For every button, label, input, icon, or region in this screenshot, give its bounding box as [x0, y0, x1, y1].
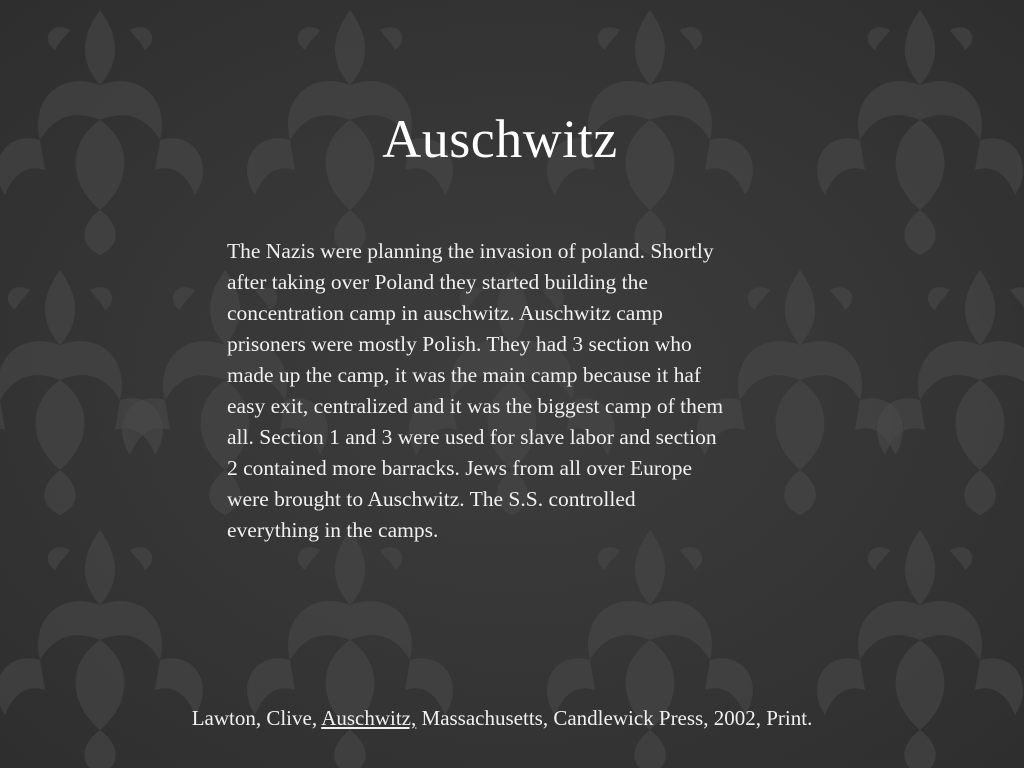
body-line: 2 contained more barracks. Jews from all over Europe	[227, 456, 693, 480]
citation-author: Lawton, Clive,	[191, 706, 322, 730]
body-line: made up the camp, it was the main camp because it haf	[227, 363, 702, 387]
body-line: easy exit, centralized and it was the biggest camp of them	[227, 394, 724, 418]
citation	[0, 706, 1004, 731]
body-line: everything in the camps.	[227, 518, 439, 542]
citation-publication: Massachusetts, Candlewick Press, 2002, Print.	[416, 706, 813, 730]
slide-body-text	[227, 236, 807, 546]
body-line: after taking over Poland they started building the	[227, 270, 648, 294]
citation-book-title: Auschwitz,	[321, 706, 417, 730]
body-line: concentration camp in auschwitz. Auschwitz camp	[227, 301, 663, 325]
body-line: were brought to Auschwitz. The S.S. controlled	[227, 487, 636, 511]
body-line: The Nazis were planning the invasion of poland. Shortly	[227, 239, 714, 263]
slide-title: Auschwitz	[382, 109, 618, 169]
body-line: all. Section 1 and 3 were used for slave labor and section	[227, 425, 717, 449]
body-line: prisoners were mostly Polish. They had 3 section who	[227, 332, 692, 356]
